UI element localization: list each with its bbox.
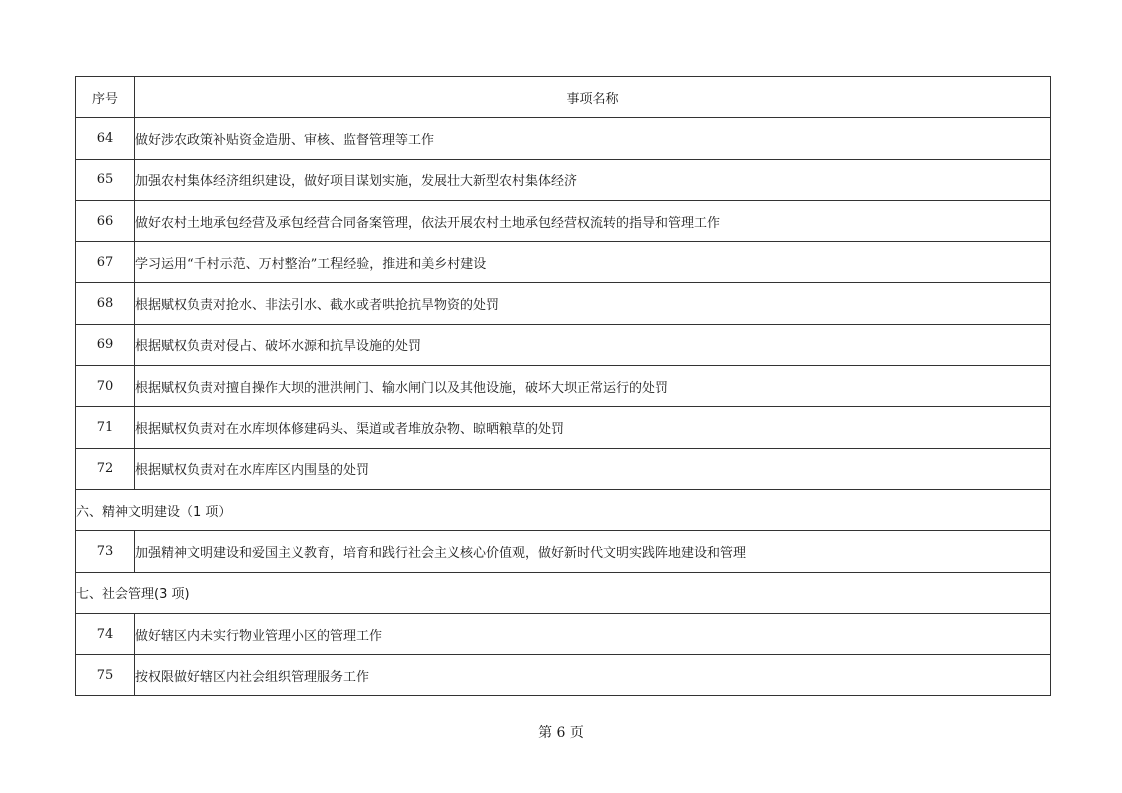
table-row: [76, 655, 1051, 696]
page-number: 第 6 页: [538, 725, 584, 741]
row-seq-number: 65: [76, 159, 135, 200]
row-item-name: 根据赋权负责对在水库坝体修建码头、渠道或者堆放杂物、晾晒粮草的处罚: [135, 407, 1051, 448]
table-row: [76, 613, 1051, 654]
row-seq-number: 69: [76, 324, 135, 365]
row-item-name: 做好涉农政策补贴资金造册、审核、监督管理等工作: [135, 118, 1051, 159]
table-body: [76, 118, 1051, 696]
table-row: [76, 159, 1051, 200]
row-seq-number: 67: [76, 242, 135, 283]
table-row: [76, 407, 1051, 448]
table-header-row: [76, 77, 1051, 118]
row-seq-number: 71: [76, 407, 135, 448]
row-item-name: 根据赋权负责对侵占、破坏水源和抗旱设施的处罚: [135, 324, 1051, 365]
row-seq-number: 68: [76, 283, 135, 324]
row-item-name: 加强精神文明建设和爱国主义教育，培育和践行社会主义核心价值观，做好新时代文明实践阵地建设和管理: [135, 531, 1051, 572]
row-seq-number: 73: [76, 531, 135, 572]
row-item-name: 加强农村集体经济组织建设，做好项目谋划实施，发展壮大新型农村集体经济: [135, 159, 1051, 200]
row-item-name: 学习运用“千村示范、万村整治”工程经验，推进和美乡村建设: [135, 242, 1051, 283]
column-header-seq: 序号: [76, 77, 135, 118]
table-row: [76, 118, 1051, 159]
column-header-name: 事项名称: [135, 77, 1051, 118]
row-seq-number: 74: [76, 613, 135, 654]
row-seq-number: 75: [76, 655, 135, 696]
table-row: [76, 448, 1051, 489]
row-seq-number: 64: [76, 118, 135, 159]
matters-table: [75, 76, 1051, 696]
table-row: [76, 242, 1051, 283]
row-seq-number: 66: [76, 200, 135, 241]
row-item-name: 按权限做好辖区内社会组织管理服务工作: [135, 655, 1051, 696]
table-row: [76, 324, 1051, 365]
table-row: [76, 200, 1051, 241]
section-heading: 六、精神文明建设（1 项）: [76, 489, 1051, 530]
row-item-name: 根据赋权负责对抢水、非法引水、截水或者哄抢抗旱物资的处罚: [135, 283, 1051, 324]
section-row: [76, 489, 1051, 530]
table-row: [76, 531, 1051, 572]
table-row: [76, 283, 1051, 324]
row-item-name: 做好农村土地承包经营及承包经营合同备案管理，依法开展农村土地承包经营权流转的指导和管理工作: [135, 200, 1051, 241]
section-row: [76, 572, 1051, 613]
row-item-name: 做好辖区内未实行物业管理小区的管理工作: [135, 613, 1051, 654]
table-row: [76, 366, 1051, 407]
section-heading: 七、社会管理(3 项): [76, 572, 1051, 613]
row-item-name: 根据赋权负责对在水库库区内围垦的处罚: [135, 448, 1051, 489]
row-item-name: 根据赋权负责对擅自操作大坝的泄洪闸门、输水闸门以及其他设施，破坏大坝正常运行的处罚: [135, 366, 1051, 407]
row-seq-number: 70: [76, 366, 135, 407]
row-seq-number: 72: [76, 448, 135, 489]
